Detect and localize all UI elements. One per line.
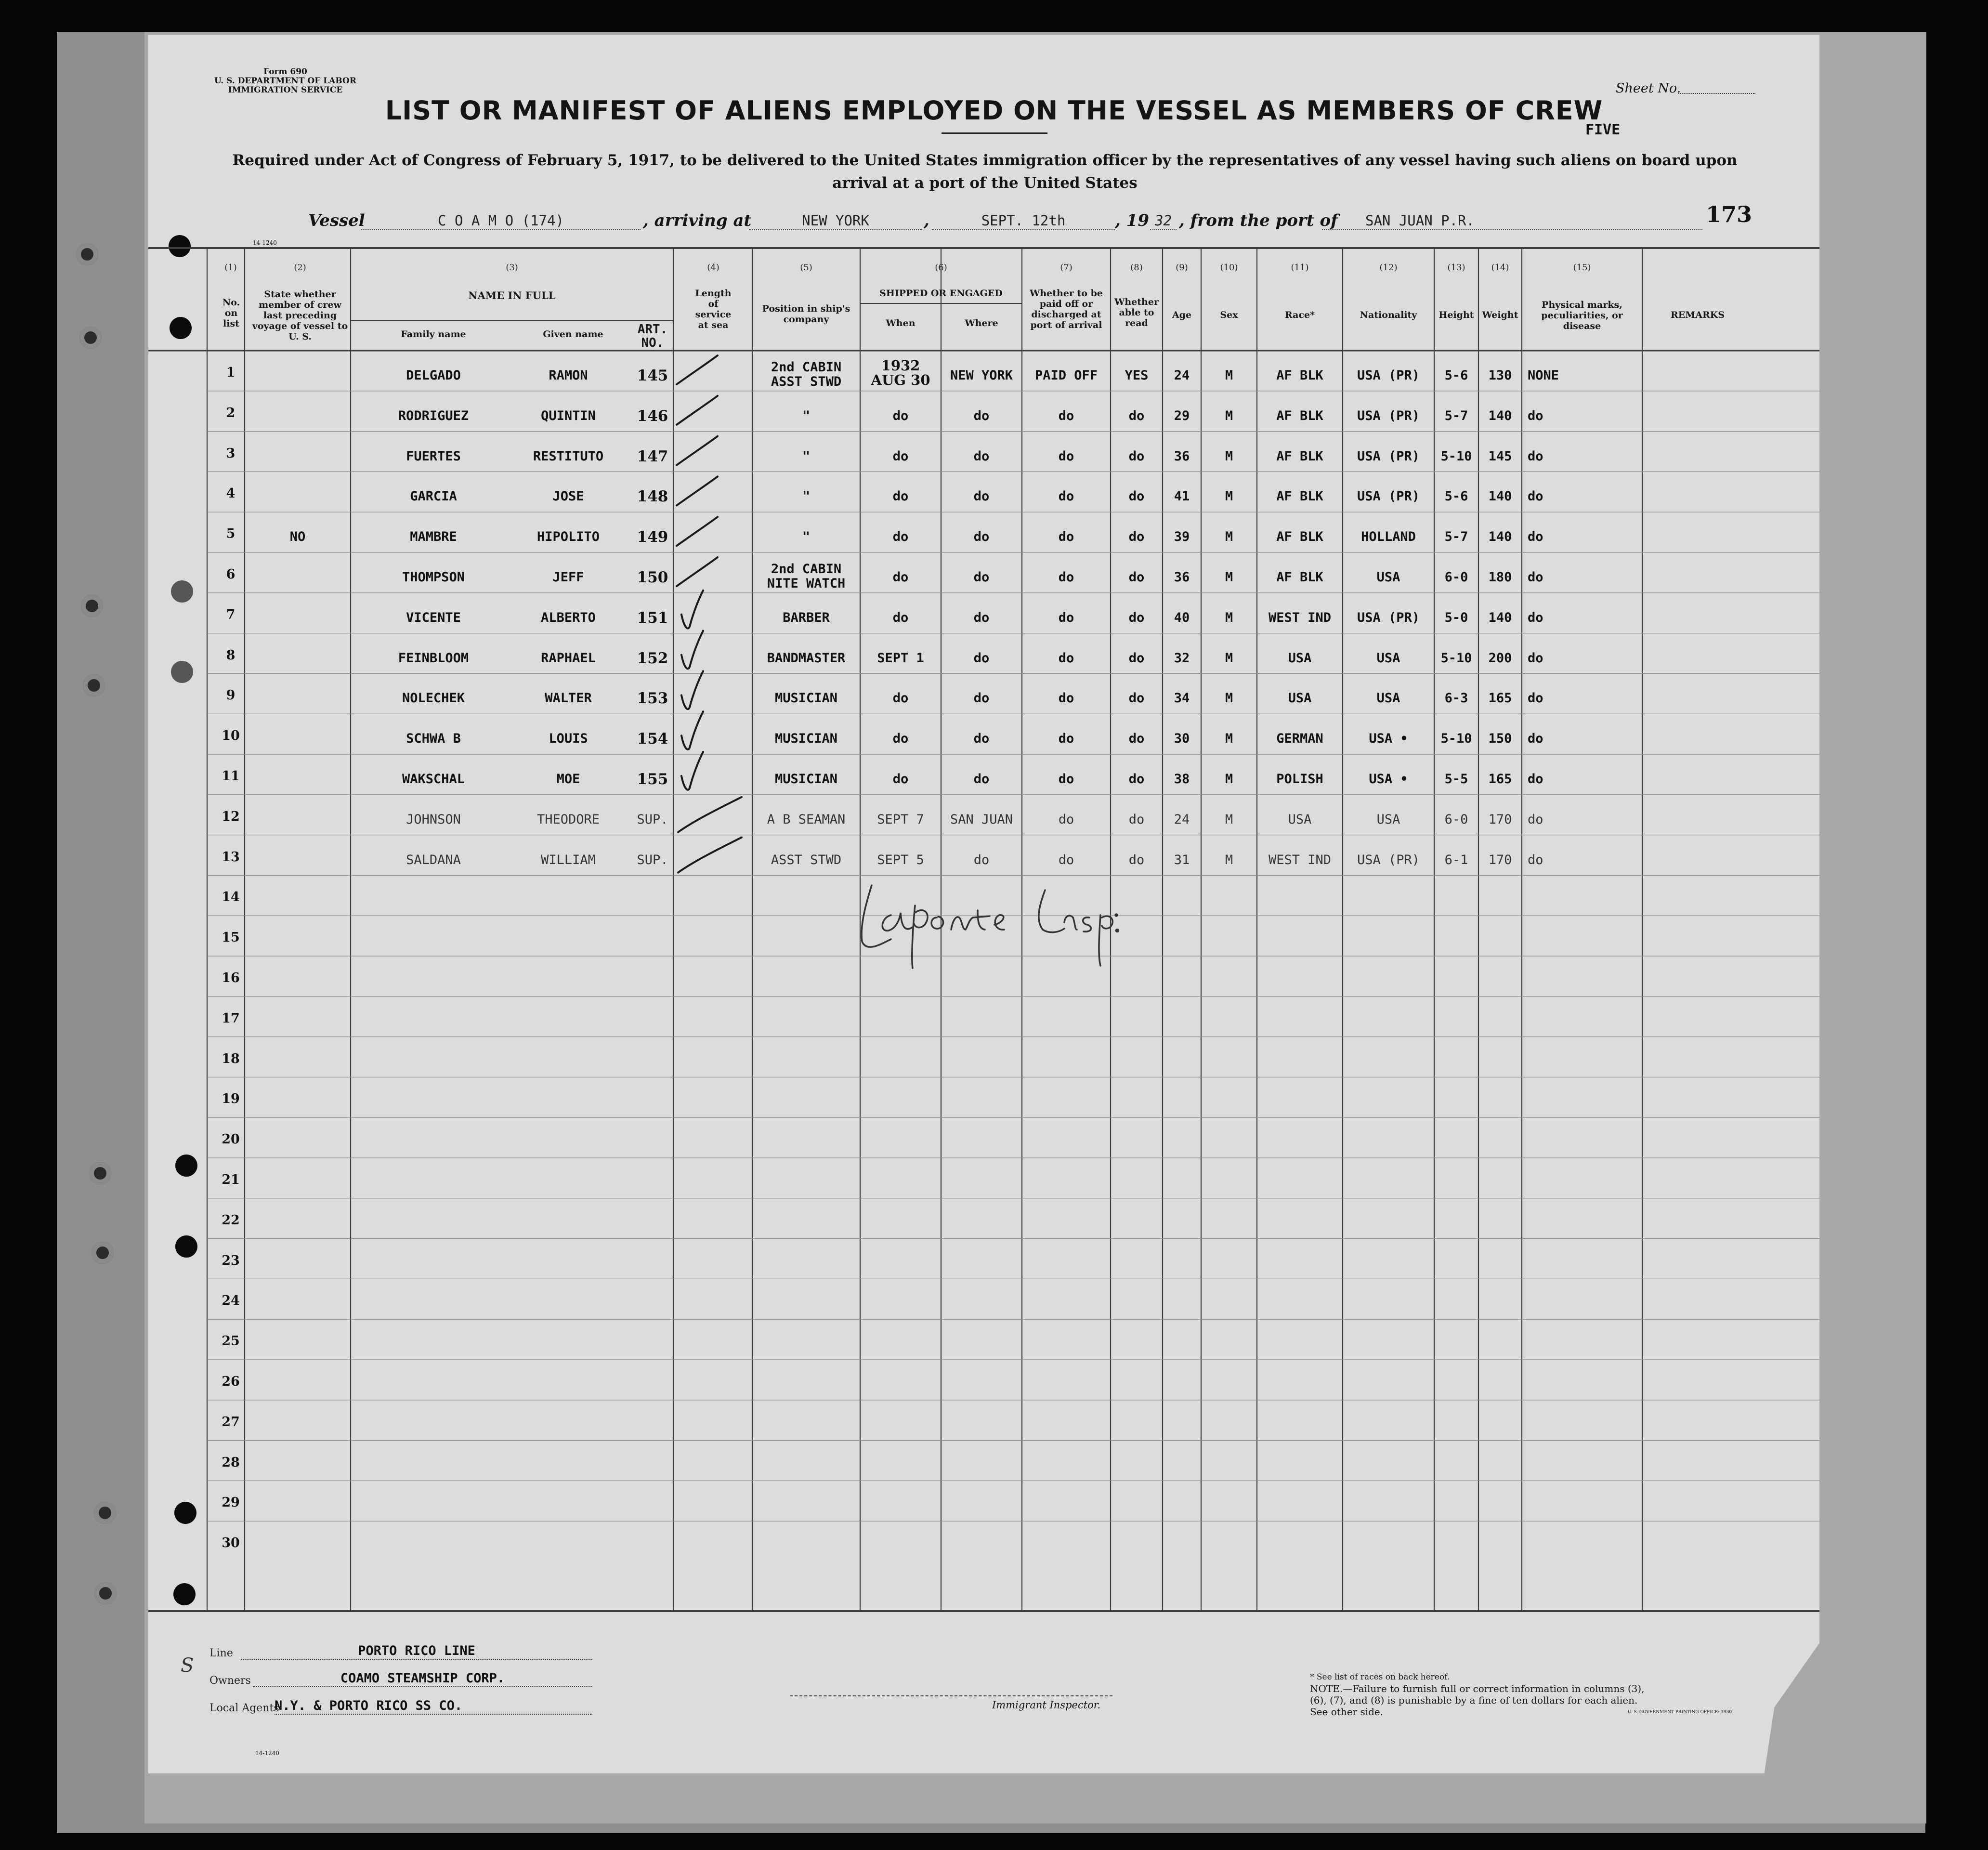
cell-race: POLISH <box>1276 772 1323 787</box>
header-nationality: Nationality <box>1360 310 1417 320</box>
printing-office-mark: U. S. GOVERNMENT PRINTING OFFICE: 1930 <box>1628 1710 1732 1715</box>
cell-position: MUSICIAN <box>774 731 838 747</box>
header-name-in-full: NAME IN FULL <box>468 289 556 302</box>
cell-given: RAPHAEL <box>541 650 596 666</box>
cell-race: WEST IND <box>1268 852 1332 867</box>
cell-art: 150 <box>637 569 668 586</box>
cell-marks: do <box>1528 489 1543 504</box>
row-number: 4 <box>226 486 235 501</box>
cell-when: do <box>892 731 909 747</box>
cell-read: do <box>1128 772 1145 787</box>
cell-race: WEST IND <box>1268 610 1332 625</box>
cell-nationality: USA <box>1376 691 1400 706</box>
cell-read: do <box>1128 812 1145 827</box>
cell-art: 149 <box>637 528 668 546</box>
header-shipped-or-engaged: SHIPPED OR ENGAGED <box>879 288 1003 299</box>
cell-where: do <box>973 529 990 545</box>
cell-nationality: USA <box>1376 650 1400 666</box>
column-number: (2) <box>294 262 306 273</box>
race-note: * See list of races on back hereof. <box>1310 1672 1450 1682</box>
cell-given: THEODORE <box>536 812 600 827</box>
cell-art: 148 <box>637 488 668 506</box>
cell-read: YES <box>1125 368 1149 383</box>
cell-where: do <box>973 489 990 504</box>
header-where: Where <box>965 318 998 328</box>
row-number: 3 <box>226 446 235 461</box>
header-when: When <box>886 318 916 328</box>
cell-weight: 140 <box>1488 408 1512 423</box>
row-number: 7 <box>226 607 235 622</box>
cell-age: 30 <box>1174 731 1190 747</box>
column-number: (13) <box>1447 262 1465 273</box>
cell-when: do <box>892 570 909 585</box>
service-name: IMMIGRATION SERVICE <box>228 85 343 95</box>
inspector-label: Immigrant Inspector. <box>992 1699 1101 1711</box>
cell-family: GARCIA <box>410 489 457 504</box>
penalty-note: NOTE.—Failure to furnish full or correct information in columns (3), (6), (7), and (8) is punishable by a fine of ten dollars for each alien. See other side. <box>1310 1683 1645 1718</box>
cell-where: do <box>973 570 990 585</box>
cell-marks: do <box>1528 529 1543 545</box>
cell-age: 36 <box>1174 448 1190 464</box>
cell-family: SALDANA <box>406 852 461 867</box>
cell-position: " <box>802 489 811 504</box>
cell-race: AF BLK <box>1276 368 1323 383</box>
cell-position: " <box>802 529 811 545</box>
row-number: 24 <box>222 1293 240 1309</box>
cell-weight: 170 <box>1488 852 1512 867</box>
cell-when: SEPT 1 <box>877 650 924 666</box>
cell-sex: M <box>1225 812 1233 827</box>
cell-nationality: USA (PR) <box>1357 610 1420 625</box>
cell-height: 5-10 <box>1440 731 1472 747</box>
row-number: 16 <box>222 971 240 985</box>
cell-art: 154 <box>637 730 668 748</box>
cell-race: AF BLK <box>1276 489 1323 504</box>
row-number: 12 <box>222 809 240 824</box>
cell-given: ALBERTO <box>541 610 596 625</box>
sheet-number-label: Sheet No. <box>1616 81 1681 96</box>
cell-given: RAMON <box>549 368 588 383</box>
row-number: 20 <box>222 1132 240 1147</box>
cell-weight: 140 <box>1488 610 1512 625</box>
cell-age: 32 <box>1174 650 1190 666</box>
cell-read: do <box>1128 691 1145 706</box>
cell-when: do <box>892 529 909 545</box>
cell-age: 36 <box>1174 570 1190 585</box>
cell-where: NEW YORK <box>950 368 1013 383</box>
cell-nationality: USA (PR) <box>1357 408 1420 423</box>
cell-marks: do <box>1528 610 1543 625</box>
cell-race: AF BLK <box>1276 448 1323 464</box>
cell-age: 24 <box>1174 812 1190 827</box>
cell-read: do <box>1128 489 1145 504</box>
column-number: (4) <box>707 262 719 273</box>
cell-given: WILLIAM <box>541 852 596 867</box>
row-number: 25 <box>222 1334 240 1349</box>
cell-family: THOMPSON <box>402 570 465 585</box>
cell-marks: do <box>1528 408 1543 423</box>
cell-age: 24 <box>1174 368 1190 383</box>
cell-when: do <box>892 408 909 423</box>
column-number: (5) <box>800 262 812 273</box>
vessel-label: Vessel <box>308 211 365 230</box>
column-number: (14) <box>1491 262 1509 273</box>
cell-race: AF BLK <box>1276 529 1323 545</box>
department-name: U. S. DEPARTMENT OF LABOR <box>214 76 356 86</box>
cell-paid: do <box>1058 570 1074 585</box>
cell-nationality: USA • <box>1369 772 1408 787</box>
cell-paid: do <box>1058 772 1074 787</box>
column-number: (8) <box>1130 262 1143 273</box>
column-number: (1) <box>224 262 237 273</box>
cell-paid: do <box>1058 852 1074 867</box>
cell-paid: do <box>1058 650 1074 666</box>
column-number: (6) <box>935 262 947 273</box>
cell-sex: M <box>1225 448 1233 464</box>
cell-where: do <box>973 650 990 666</box>
cell-when: SEPT 7 <box>877 812 924 827</box>
form-code: 14-1240 <box>253 239 277 246</box>
vessel-name-field: C O A M O (174) <box>361 212 641 230</box>
cell-read: do <box>1128 731 1145 747</box>
cell-given: JEFF <box>552 570 584 585</box>
arriving-label: , arriving at <box>643 211 752 230</box>
cell-when: do <box>892 489 909 504</box>
cell-height: 5-6 <box>1444 368 1468 383</box>
row-number: 23 <box>222 1253 240 1268</box>
cell-family: MAMBRE <box>410 529 457 545</box>
cell-art: 155 <box>637 771 668 788</box>
cell-paid: do <box>1058 489 1074 504</box>
owners-value: COAMO STEAMSHIP CORP. <box>253 1671 592 1687</box>
cell-position: BANDMASTER <box>767 650 846 666</box>
header-weight: Weight <box>1482 310 1518 320</box>
cell-height: 5-10 <box>1440 650 1472 666</box>
cell-paid: do <box>1058 448 1074 464</box>
cell-read: do <box>1128 408 1145 423</box>
column-number: (12) <box>1379 262 1398 273</box>
cell-sex: M <box>1225 529 1233 545</box>
cell-family: VICENTE <box>406 610 461 625</box>
cell-position: " <box>802 448 811 464</box>
cell-where: SAN JUAN <box>950 812 1013 827</box>
cell-when: do <box>892 691 909 706</box>
cell-when: 1932 AUG 30 <box>871 357 930 388</box>
cell-art: 152 <box>637 649 668 667</box>
cell-paid: do <box>1058 812 1074 827</box>
header-length-of-service: Length of service at sea <box>695 288 732 330</box>
cell-paid: do <box>1058 408 1074 423</box>
page-number: 173 <box>1706 201 1753 227</box>
cell-position: 2nd CABIN NITE WATCH <box>767 562 846 591</box>
column-number: (15) <box>1573 262 1591 273</box>
cell-sex: M <box>1225 408 1233 423</box>
cell-age: 29 <box>1174 408 1190 423</box>
cell-given: RESTITUTO <box>533 448 604 464</box>
cell-art: SUP. <box>637 852 668 867</box>
cell-weight: 165 <box>1488 772 1512 787</box>
margin-mark: S <box>181 1654 194 1677</box>
header-family-name: Family name <box>401 329 466 340</box>
cell-family: JOHNSON <box>406 812 461 827</box>
cell-paid: do <box>1058 731 1074 747</box>
row-number: 1 <box>226 365 235 380</box>
cell-art: 145 <box>637 367 668 384</box>
cell-given: MOE <box>556 772 580 787</box>
cell-weight: 180 <box>1488 570 1512 585</box>
footer-notes <box>1310 1671 1657 1718</box>
page-title: LIST OR MANIFEST OF ALIENS EMPLOYED ON THE VESSEL AS MEMBERS OF CREW <box>385 95 1603 126</box>
cell-paid: do <box>1058 691 1074 706</box>
cell-where: do <box>973 852 990 867</box>
cell-read: do <box>1128 570 1145 585</box>
cell-age: 40 <box>1174 610 1190 625</box>
row-number: 11 <box>222 769 240 784</box>
cell-marks: do <box>1528 772 1543 787</box>
cell-art: 151 <box>637 609 668 627</box>
row-number: 14 <box>222 890 240 905</box>
cell-height: 5-7 <box>1444 529 1468 545</box>
cell-position: MUSICIAN <box>774 772 838 787</box>
header-art-no: ART. NO. <box>637 322 668 350</box>
cell-age: 39 <box>1174 529 1190 545</box>
cell-paid: do <box>1058 529 1074 545</box>
cell-nationality: USA (PR) <box>1357 448 1420 464</box>
arrival-date-field: SEPT. 12th <box>932 212 1115 230</box>
cell-given: JOSE <box>552 489 584 504</box>
from-port-field: SAN JUAN P.R. <box>1322 212 1702 230</box>
cell-height: 5-0 <box>1444 610 1468 625</box>
row-number: 10 <box>222 728 240 744</box>
cell-weight: 165 <box>1488 691 1512 706</box>
header-position: Position in ship's company <box>762 303 850 325</box>
cell-family: DELGADO <box>406 368 461 383</box>
cell-sex: M <box>1225 731 1233 747</box>
cell-marks: do <box>1528 691 1543 706</box>
cell-age: 41 <box>1174 489 1190 504</box>
cell-where: do <box>973 691 990 706</box>
cell-weight: 150 <box>1488 731 1512 747</box>
cell-given: QUINTIN <box>541 408 596 423</box>
cell-height: 6-1 <box>1444 852 1468 867</box>
cell-family: WAKSCHAL <box>402 772 465 787</box>
cell-height: 5-5 <box>1444 772 1468 787</box>
cell-nationality: USA <box>1376 570 1400 585</box>
cell-height: 6-3 <box>1444 691 1468 706</box>
header-paid-off: Whether to be paid off or discharged at port of arrival <box>1030 288 1103 330</box>
form-number: Form 690 <box>263 67 307 77</box>
cell-given: HIPOLITO <box>536 529 600 545</box>
cell-age: 34 <box>1174 691 1190 706</box>
row-number: 18 <box>222 1051 240 1066</box>
cell-sex: M <box>1225 650 1233 666</box>
row-number: 26 <box>222 1374 240 1389</box>
cell-marks: NONE <box>1528 368 1559 383</box>
cell-height: 5-6 <box>1444 489 1468 504</box>
header-age: Age <box>1172 310 1192 320</box>
cell-weight: 200 <box>1488 650 1512 666</box>
cell-marks: do <box>1528 570 1543 585</box>
row-number: 28 <box>222 1455 240 1470</box>
header-height: Height <box>1439 310 1474 320</box>
cell-art: 147 <box>637 447 668 465</box>
header-race: Race* <box>1284 310 1315 320</box>
cell-read: do <box>1128 610 1145 625</box>
cell-weight: 170 <box>1488 812 1512 827</box>
column-number: (9) <box>1176 262 1188 273</box>
cell-race: USA <box>1288 691 1312 706</box>
row-number: 29 <box>222 1495 240 1510</box>
cell-age: 31 <box>1174 852 1190 867</box>
row-number: 6 <box>226 567 235 582</box>
cell-read: do <box>1128 448 1145 464</box>
cell-race: USA <box>1288 812 1312 827</box>
cell-height: 6-0 <box>1444 570 1468 585</box>
cell-nationality: USA • <box>1369 731 1408 747</box>
cell-where: do <box>973 772 990 787</box>
cell-paid: do <box>1058 610 1074 625</box>
cell-age: 38 <box>1174 772 1190 787</box>
cell-family: FEINBLOOM <box>398 650 469 666</box>
cell-art: SUP. <box>637 812 668 827</box>
cell-weight: 140 <box>1488 489 1512 504</box>
page-subtitle: Required under Act of Congress of February 5, 1917, to be delivered to the United States immigration officer by the representatives of any vessel having such aliens on board upon arrival at a port of the United States <box>232 152 1738 192</box>
cell-race: GERMAN <box>1276 731 1323 747</box>
cell-sex: M <box>1225 852 1233 867</box>
row-number: 19 <box>222 1091 240 1107</box>
cell-weight: 140 <box>1488 529 1512 545</box>
cell-nationality: USA (PR) <box>1357 489 1420 504</box>
cell-race: AF BLK <box>1276 408 1323 423</box>
row-number: 21 <box>222 1172 240 1187</box>
column-number: (10) <box>1220 262 1238 273</box>
cell-position: ASST STWD <box>771 852 842 867</box>
cell-nationality: USA (PR) <box>1357 368 1420 383</box>
cell-read: do <box>1128 529 1145 545</box>
cell-marks: do <box>1528 650 1543 666</box>
cell-art: 146 <box>637 407 668 425</box>
cell-weight: 145 <box>1488 448 1512 464</box>
row-number: 17 <box>222 1010 240 1026</box>
cell-sex: M <box>1225 489 1233 504</box>
cell-race: USA <box>1288 650 1312 666</box>
local-agents-value: N.Y. & PORTO RICO SS CO. <box>275 1698 592 1715</box>
comma-separator: , <box>924 211 929 230</box>
cell-when: do <box>892 448 909 464</box>
header-no-on-list: No. on list <box>222 297 240 329</box>
cell-where: do <box>973 448 990 464</box>
cell-marks: do <box>1528 448 1543 464</box>
line-label: Line <box>209 1647 233 1659</box>
cell-where: do <box>973 408 990 423</box>
cell-paid: PAID OFF <box>1034 368 1098 383</box>
cell-position: 2nd CABIN ASST STWD <box>771 360 842 389</box>
cell-position: BARBER <box>783 610 830 625</box>
header-sex: Sex <box>1220 310 1238 320</box>
cell-nationality: USA (PR) <box>1357 852 1420 867</box>
header-given-name: Given name <box>543 329 603 340</box>
local-agents-label: Local Agents <box>209 1702 279 1714</box>
inspector-signature-line <box>790 1695 1112 1696</box>
cell-sex: M <box>1225 368 1233 383</box>
year-prefix: , 19 <box>1115 211 1149 230</box>
cell-given: LOUIS <box>549 731 588 747</box>
row-number: 30 <box>222 1535 240 1551</box>
cell-nationality: HOLLAND <box>1361 529 1416 545</box>
from-port-label: , from the port of <box>1179 211 1338 230</box>
row-number: 13 <box>222 849 240 865</box>
cell-where: do <box>973 610 990 625</box>
row-number: 22 <box>222 1212 240 1228</box>
cell-marks: do <box>1528 731 1543 747</box>
row-number: 8 <box>226 647 235 663</box>
cell-art: 153 <box>637 690 668 708</box>
cell-sex: M <box>1225 772 1233 787</box>
header-physical-marks: Physical marks, peculiarities, or disease <box>1541 300 1623 331</box>
cell-when: SEPT 5 <box>877 852 924 867</box>
row-number: 27 <box>222 1414 240 1430</box>
cell-where: do <box>973 731 990 747</box>
cell-position: MUSICIAN <box>774 691 838 706</box>
cell-sex: M <box>1225 570 1233 585</box>
cell-nationality: USA <box>1376 812 1400 827</box>
header-remarks: REMARKS <box>1670 310 1725 320</box>
row-number: 9 <box>226 688 235 703</box>
row-number: 5 <box>226 526 235 542</box>
cell-family: FUERTES <box>406 448 461 464</box>
row-number: 15 <box>222 930 240 945</box>
cell-position: A B SEAMAN <box>767 812 846 827</box>
cell-when: do <box>892 772 909 787</box>
cell-sex: M <box>1225 610 1233 625</box>
cell-given: WALTER <box>545 691 592 706</box>
year-field: 32 <box>1150 212 1177 230</box>
header-state-whether: State whether member of crew last preceding voyage of vessel to U. S. <box>252 289 348 342</box>
cell-read: do <box>1128 650 1145 666</box>
cell-position: " <box>802 408 811 423</box>
cell-read: do <box>1128 852 1145 867</box>
line-value: PORTO RICO LINE <box>241 1643 592 1660</box>
column-number: (7) <box>1060 262 1072 273</box>
cell-state: NO <box>289 529 306 545</box>
cell-family: RODRIGUEZ <box>398 408 469 423</box>
arriving-at-field: NEW YORK <box>749 212 922 230</box>
cell-race: AF BLK <box>1276 570 1323 585</box>
sheet-marking: FIVE <box>1585 121 1621 138</box>
column-number: (3) <box>506 262 518 273</box>
cell-sex: M <box>1225 691 1233 706</box>
cell-marks: do <box>1528 852 1543 867</box>
cell-when: do <box>892 610 909 625</box>
cell-height: 5-10 <box>1440 448 1472 464</box>
cell-weight: 130 <box>1488 368 1512 383</box>
cell-height: 5-7 <box>1444 408 1468 423</box>
row-number: 2 <box>226 405 235 420</box>
cell-family: SCHWA B <box>406 731 461 747</box>
footer-form-code: 14-1240 <box>255 1750 279 1757</box>
header-able-to-read: Whether able to read <box>1114 297 1159 328</box>
cell-family: NOLECHEK <box>402 691 465 706</box>
cell-height: 6-0 <box>1444 812 1468 827</box>
owners-label: Owners <box>209 1675 251 1687</box>
column-number: (11) <box>1291 262 1309 273</box>
cell-marks: do <box>1528 812 1543 827</box>
